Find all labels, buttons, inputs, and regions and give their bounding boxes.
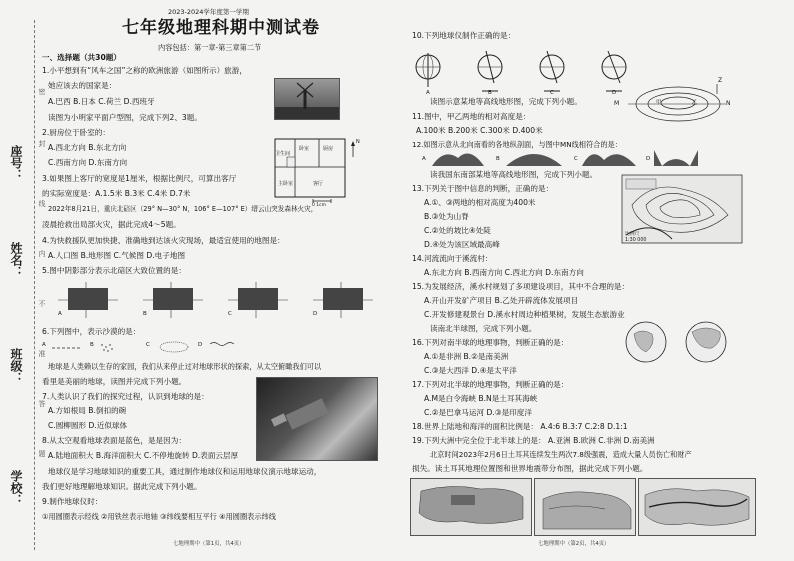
seal-mark: 内	[38, 250, 46, 257]
passage-line: 我们更好地理解地球知识。据此完成下列小题。	[42, 482, 202, 491]
question-line: 18.世界上陆地和海洋的面积比例是： A.4:6 B.3:7 C.2:8 D.1:1	[412, 422, 628, 431]
option-letter: C	[550, 90, 554, 96]
hemisphere-maps-figure	[622, 320, 732, 364]
map-label: N	[726, 100, 731, 107]
turkey-detail-map	[534, 478, 636, 536]
map-label: 甲	[656, 100, 662, 106]
option-line: C.③是大西洋 D.④是太平洋	[424, 366, 517, 375]
earthquake-belt-map	[638, 478, 756, 536]
option-line: A.人口图 B.地形图 C.气候图 D.电子地图	[48, 251, 186, 260]
right-page	[400, 0, 790, 561]
windmill-photo	[274, 78, 340, 120]
option-letter: B	[496, 156, 500, 162]
passage-line: 凌晨抢救出局部火灾，据此完成4～5题。	[42, 220, 181, 229]
option-letter: B	[143, 311, 147, 317]
option-letter: D	[313, 311, 318, 317]
question-line: 15.为发展经济，溪水村规划了多项建设项目，其中不合理的是：	[412, 282, 630, 291]
option-letter: B	[488, 90, 492, 96]
option-line: ①用圆圈表示经线 ②用铁丝表示地轴 ③纬线要相互平行 ④用圆圈表示纬线	[42, 512, 276, 521]
question-line: 1.小平想到有“风车之国”之称的欧洲旅游（如图所示）旅游，	[42, 66, 247, 75]
option-letter: A	[42, 342, 46, 348]
option-line: B.③处为山脊	[424, 212, 469, 221]
question-line: 9.制作地球仪时：	[42, 497, 103, 506]
seal-mark: 题	[38, 450, 46, 457]
school-label: 学校：	[9, 470, 23, 506]
seal-mark: 答	[38, 400, 46, 407]
exam-title: 七年级地理科期中测试卷	[122, 18, 320, 38]
profile-options-figure	[432, 148, 702, 168]
map-label: M	[614, 100, 620, 107]
room-label: 卧室	[299, 146, 310, 152]
question-line: 14.河流流向于溪流村：	[412, 254, 493, 263]
topo-legend: 1:30 000	[625, 238, 647, 243]
option-letter: A	[426, 90, 430, 96]
option-line: C.西南方向 D.东南方向	[48, 158, 128, 167]
q5-option-figures	[58, 280, 378, 320]
option-line: C.圆柳圆形 D.近似球体	[48, 421, 128, 430]
question-line: 13.下列关于图中信息的判断，正确的是：	[412, 184, 554, 193]
seal-line	[34, 20, 35, 550]
question-line: 5.图中阴影部分表示北碚区大致位置的是：	[42, 266, 186, 275]
room-label: 卫生间	[275, 151, 291, 157]
seal-mark: 封	[38, 140, 46, 147]
option-line: A.①、③两地的相对高度为400米	[424, 198, 536, 207]
passage-line: 读南北半球图，完成下列小题。	[430, 324, 537, 333]
option-letter: A	[58, 311, 62, 317]
room-label: 主卧室	[278, 181, 294, 187]
question-line: 19.下列大洲中完全位于北半球上的是： A.亚洲 B.欧洲 C.非洲 D.南美洲	[412, 436, 655, 445]
option-line: C.②是巴拿马运河 D.③是印度洋	[424, 408, 532, 417]
seal-mark: 不	[38, 300, 46, 307]
north-arrow-label: N	[356, 139, 360, 145]
passage-line: 2022年8月21日，重庆北碚区（29° N—30° N，106° E—107° E）缙云山突发森林火灾，	[48, 205, 318, 213]
class-label: 班级：	[9, 348, 23, 384]
option-letter: D	[198, 342, 203, 348]
map-label: Z	[718, 77, 723, 84]
page-footer: 七地理期中（第2页，共4页）	[538, 541, 610, 547]
option-line: 的实际宽度是：A.1.5米 B.3米 C.4米 D.7米	[42, 189, 191, 198]
question-line: 17.下列对北半球的地理事物，判断正确的是：	[412, 380, 569, 389]
seat-label: 座号：	[9, 145, 23, 181]
option-line: A.东北方向 B.西南方向 C.西北方向 D.东南方向	[424, 268, 584, 277]
question-line: 8.从太空观看地球表面是蓝色，是是因为：	[42, 436, 186, 445]
question-line: 16.下列对南半球的地理事物，判断正确的是：	[412, 338, 569, 347]
question-line: 7.人类认识了我们的探究过程，认识到地球的是：	[42, 392, 209, 401]
earth-space-photo	[256, 377, 378, 461]
question-line: 6.下列图中，表示沙漠的是：	[42, 327, 141, 336]
seal-mark: 准	[38, 350, 46, 357]
map-label: 乙	[692, 100, 698, 106]
question-line: 读图为小明家平面户型图，完成下列2、3题。	[48, 113, 202, 122]
scale-label: 0 1cm	[312, 203, 327, 208]
turkey-location-map	[410, 478, 532, 536]
question-line: 10.下列地球仪制作正确的是：	[412, 31, 516, 40]
left-page	[38, 0, 395, 561]
question-line: 4.为快救援队更加快捷、准确地到达该火灾现场，最适宜使用的地图是：	[42, 236, 285, 245]
option-letter: C	[146, 342, 150, 348]
passage-line: 读图示意某地等高线地形图，完成下列小题。	[430, 97, 582, 106]
option-letter: D	[612, 90, 617, 96]
term-header: 2023-2024学年度第一学期	[168, 8, 249, 16]
q6-symbol-options	[42, 340, 242, 354]
passage-line: 读我国东南部某地等高线地形图，完成下列小题。	[430, 170, 598, 179]
passage-line: 地球是人类赖以生存的家园，我们从来停止过对地球形状的探索，从太空俯瞰我们可以	[48, 362, 322, 371]
question-line: 11.图中，甲乙两地的相对高度是：	[412, 112, 531, 121]
question-line: 12.如图示意从北向南看的各地纵剖面，与图中MN线相符合的是：	[412, 140, 622, 149]
globe-options-figure	[414, 45, 644, 93]
page-footer: 七地理期中（第1页，共4页）	[173, 541, 245, 547]
option-line: C.开发修建观景台 D.溪水村周边种植果树，发展生态旅游业	[424, 310, 625, 319]
question-line: 她应该去的国家是：	[48, 81, 117, 90]
option-line: A.西北方向 B.东北方向	[48, 143, 127, 152]
option-line: A.陆地面积大 B.海洋面积大 C.不停地旋转 D.表面云层厚	[48, 451, 239, 460]
passage-line: 看里是美丽的地球，读图并完成下列小题。	[42, 377, 187, 386]
exam-scope: 内容包括：第一章-第三章第二节	[158, 43, 262, 52]
option-letter: B	[90, 342, 94, 348]
passage-line: 北京时间2023年2月6日土耳其连续发生两次7.8级强震，造成大量人员伤亡和财产	[430, 450, 692, 459]
room-label: 厨房	[323, 146, 334, 152]
option-letter: C	[574, 156, 578, 162]
option-line: D.④处为该区域最高峰	[424, 240, 500, 249]
option-line: A.①是非洲 B.②是南美洲	[424, 352, 509, 361]
section-heading: 一、选择题（共30题）	[42, 53, 121, 62]
option-line: A.巴西 B.日本 C.荷兰 D.西班牙	[48, 97, 155, 106]
option-letter: D	[646, 156, 651, 162]
topographic-map-figure	[622, 175, 742, 243]
passage-line: 损失。读土耳其地理位置图和世界地震带分布图，据此完成下列小题。	[412, 464, 648, 473]
question-line: 3.如果图上客厅的宽度是1厘米，根据比例尺，可算出客厅	[42, 174, 237, 183]
option-line: C.②处的坡比④处陡	[424, 226, 491, 235]
option-letter: A	[422, 156, 426, 162]
room-label: 客厅	[313, 181, 324, 187]
question-line: 2.厨房位于卧室的：	[42, 128, 110, 137]
option-line: A.M是白令海峡 B.N是土耳其海峡	[424, 394, 538, 403]
option-line: A.100米 B.200米 C.300米 D.400米	[416, 126, 543, 135]
seal-mark: 密	[38, 88, 46, 95]
name-label: 姓名：	[9, 242, 23, 278]
option-line: A.方如根局 B.倒扣的碗	[48, 406, 127, 415]
passage-line: 地球仪是学习地球知识的重要工具，通过制作地球仪和运用地球仪演示地球运动，	[48, 467, 322, 476]
option-letter: C	[228, 311, 232, 317]
option-line: A.开山开发矿产项目 B.乙处开辟流体发展项目	[424, 296, 579, 305]
contour-map-figure	[622, 80, 732, 130]
topo-legend: 比例尺	[625, 232, 640, 237]
seal-mark: 线	[38, 200, 46, 207]
